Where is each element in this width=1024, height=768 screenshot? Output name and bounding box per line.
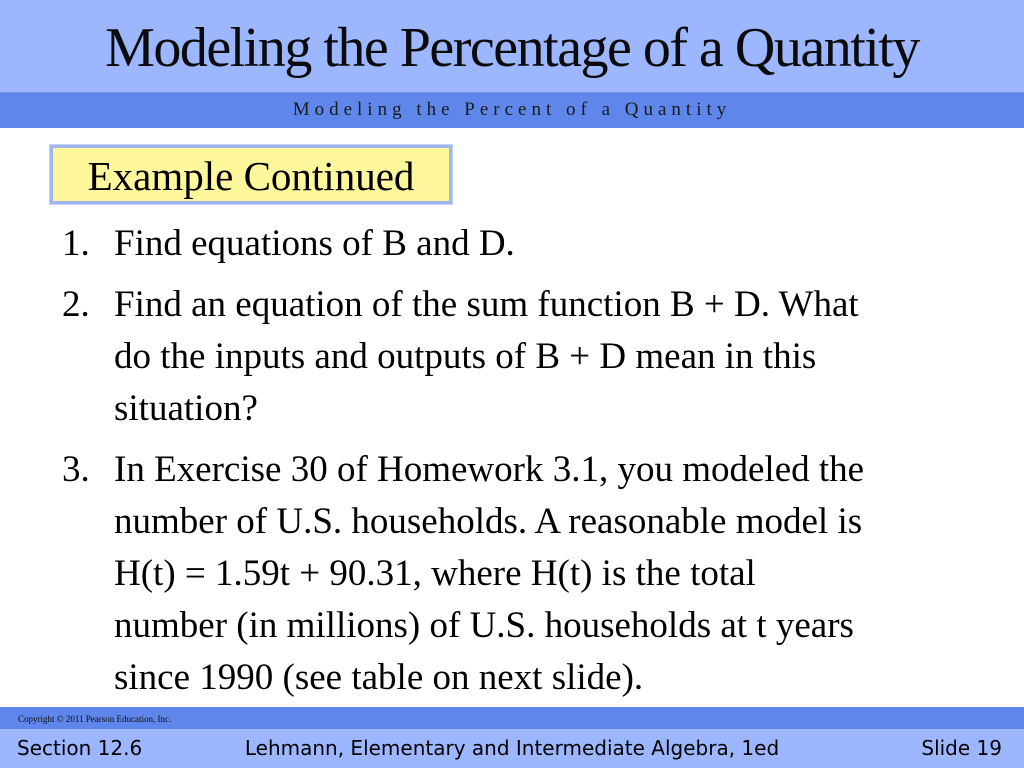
list-item-number: 2. — [62, 284, 90, 325]
footer-section: Section 12.6 — [17, 736, 143, 760]
list-item-line: number (in millions) of U.S. households at t years — [114, 605, 854, 646]
list-item-line: Find equations of B and D. — [114, 223, 515, 264]
list-item-line: do the inputs and outputs of B + D mean in this — [114, 336, 817, 377]
footer-book-title: Lehmann, Elementary and Intermediate Algebra, 1ed — [244, 736, 780, 760]
list-item — [62, 218, 992, 270]
slide-footer — [0, 729, 1024, 768]
list-item — [62, 444, 992, 704]
list-item-line: since 1990 (see table on next slide). — [114, 657, 644, 698]
list-item-line: number of U.S. households. A reasonable model is — [114, 501, 863, 542]
footer-slide-number: Slide 19 — [921, 736, 1002, 760]
list-item-line: Find an equation of the sum function B + D. What — [114, 284, 859, 325]
slide-subtitle: Modeling the Percent of a Quantity — [292, 99, 732, 120]
copyright-notice: Copyright © 2011 Pearson Education, Inc. — [18, 714, 172, 724]
slide-title: Modeling the Percentage of a Quantity — [105, 17, 919, 79]
list-item-line: In Exercise 30 of Homework 3.1, you modeled the — [114, 449, 865, 490]
list-item-line: H(t) = 1.59t + 90.31, where H(t) is the total — [114, 553, 756, 594]
problem-list — [62, 218, 992, 713]
list-item-number: 1. — [62, 223, 90, 264]
list-item-line: situation? — [114, 388, 258, 429]
example-label-box — [50, 145, 452, 204]
list-item-number: 3. — [62, 449, 90, 490]
list-item — [62, 279, 992, 435]
example-label: Example Continued — [87, 153, 415, 199]
